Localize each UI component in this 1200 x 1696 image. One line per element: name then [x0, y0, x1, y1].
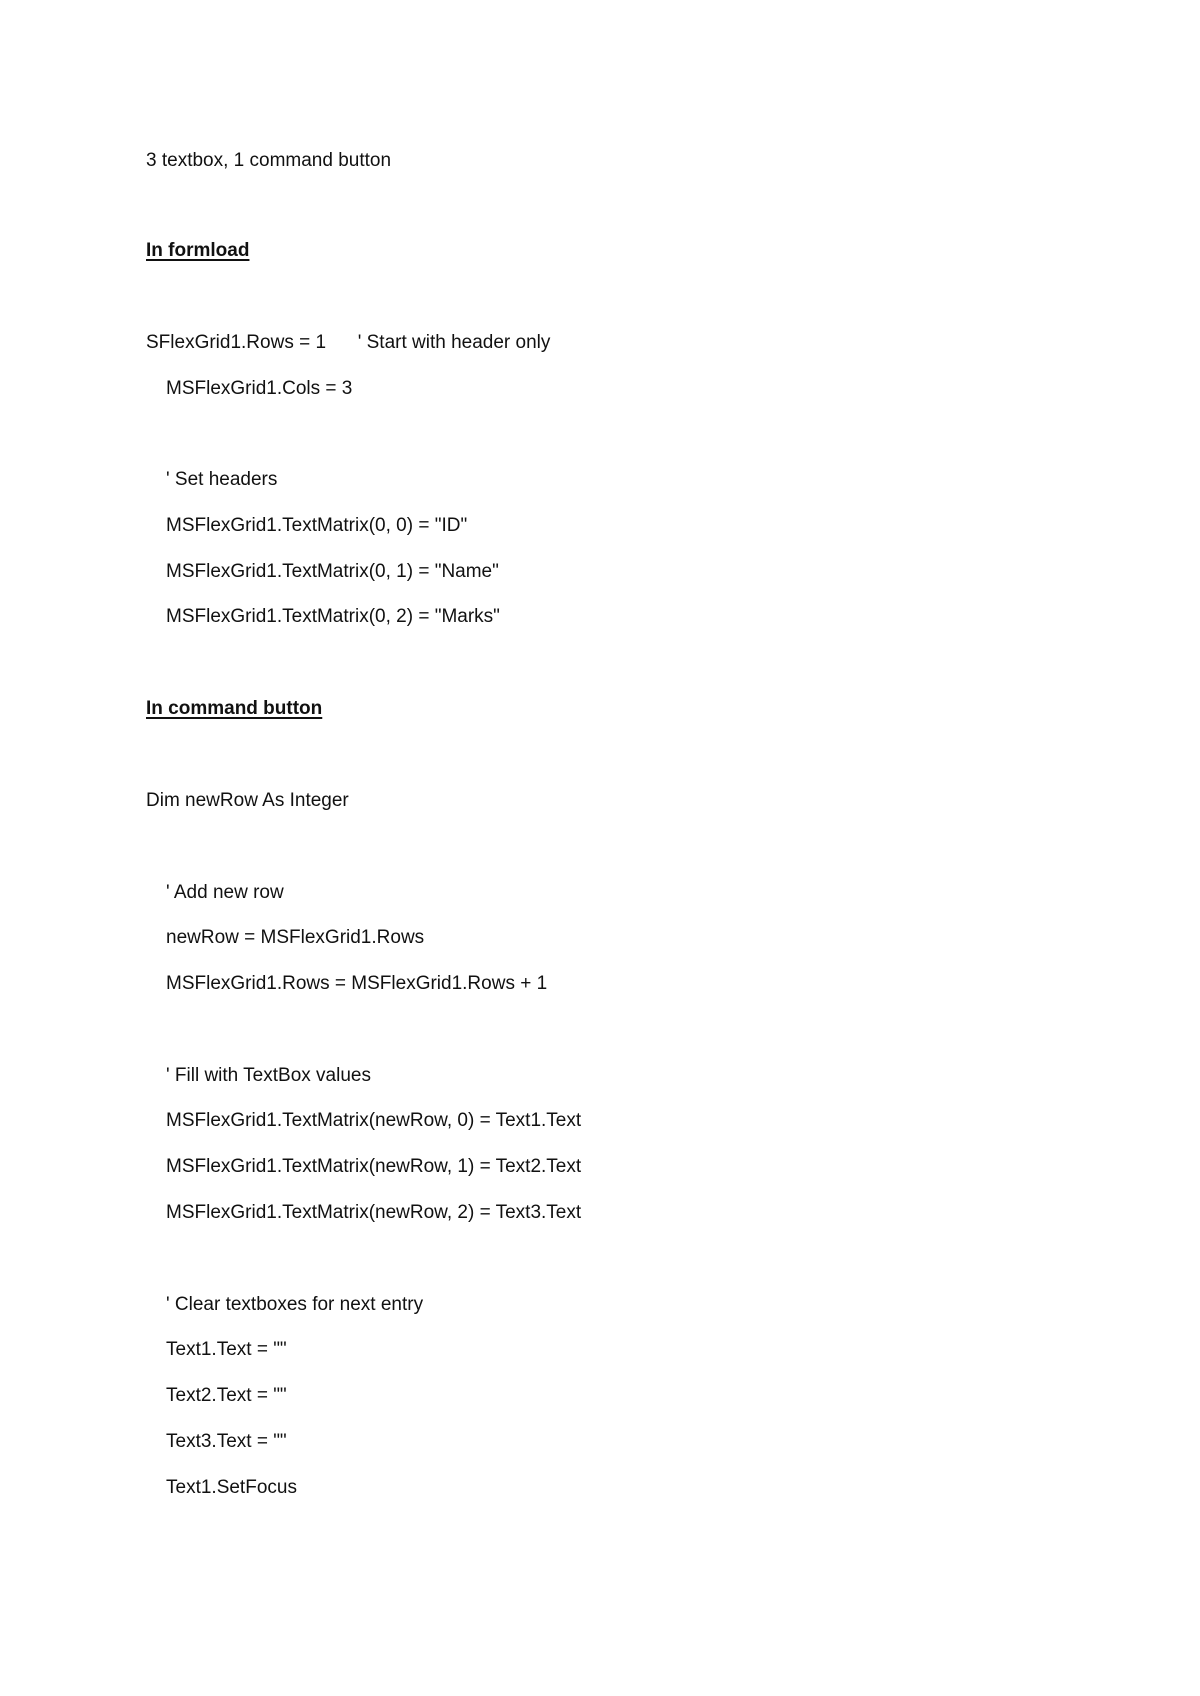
section-heading-command-button: In command button	[146, 698, 323, 719]
code-line: MSFlexGrid1.TextMatrix(newRow, 0) = Text1.Text	[166, 1110, 582, 1131]
code-line: newRow = MSFlexGrid1.Rows	[166, 927, 425, 948]
code-line: Dim newRow As Integer	[146, 790, 349, 811]
code-line: MSFlexGrid1.TextMatrix(0, 1) = "Name"	[166, 561, 499, 582]
code-line: MSFlexGrid1.TextMatrix(newRow, 2) = Text3.Text	[166, 1202, 582, 1223]
code-line: Text2.Text = ""	[166, 1385, 287, 1406]
code-comment: ' Fill with TextBox values	[166, 1065, 371, 1086]
code-line: MSFlexGrid1.Rows = MSFlexGrid1.Rows + 1	[166, 973, 548, 994]
code-comment: ' Set headers	[166, 469, 278, 490]
code-line: MSFlexGrid1.TextMatrix(newRow, 1) = Text2.Text	[166, 1156, 582, 1177]
code-line: MSFlexGrid1.TextMatrix(0, 0) = "ID"	[166, 515, 468, 536]
code-line: MSFlexGrid1.Cols = 3	[166, 378, 353, 399]
code-line: Text3.Text = ""	[166, 1431, 287, 1452]
code-comment: ' Add new row	[166, 882, 284, 903]
code-line: MSFlexGrid1.TextMatrix(0, 2) = "Marks"	[166, 606, 500, 627]
section-heading-formload: In formload	[146, 240, 250, 261]
code-line: Text1.SetFocus	[166, 1477, 297, 1498]
code-line: SFlexGrid1.Rows = 1 ' Start with header only	[146, 332, 551, 353]
code-line: Text1.Text = ""	[166, 1339, 287, 1360]
intro-text: 3 textbox, 1 command button	[146, 150, 392, 171]
code-comment: ' Clear textboxes for next entry	[166, 1294, 424, 1315]
